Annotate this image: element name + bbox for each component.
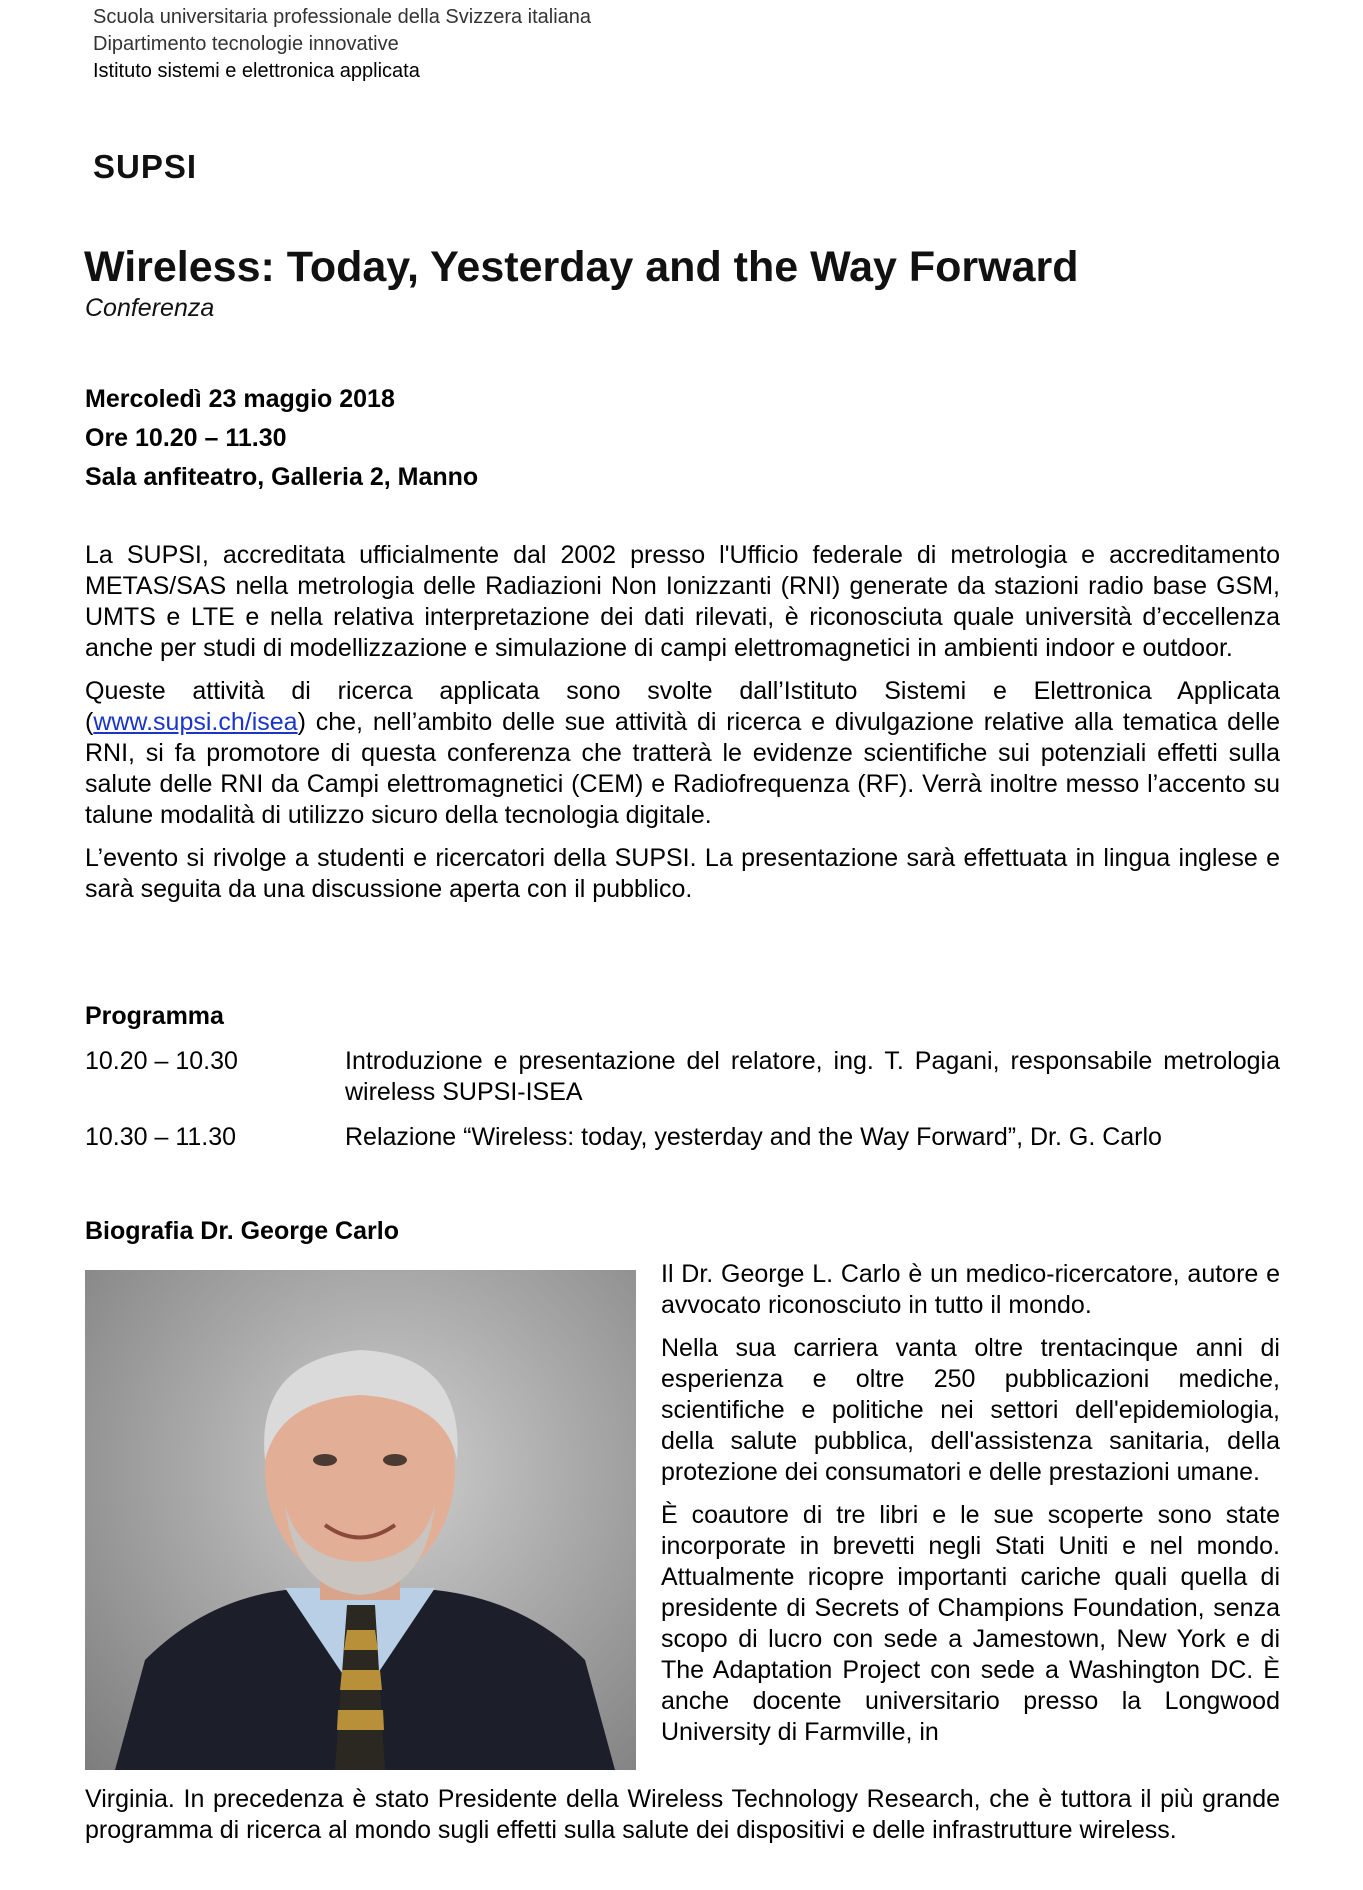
programma-title: Programma (85, 1002, 224, 1030)
programma-description: Relazione “Wireless: today, yesterday and the Way Forward”, Dr. G. Carlo (345, 1123, 1162, 1151)
intro-paragraph-2 (85, 676, 1280, 831)
biography-text (661, 1259, 1280, 1760)
intro-text (85, 540, 1280, 917)
biography-paragraph-1: Il Dr. George L. Carlo è un medico-ricercatore, autore e avvocato riconosciuto in tutto il mondo. (661, 1260, 1280, 1319)
intro-paragraph-2-start: Queste attività di ricerca applicata sono svolte dall’Istituto Sistemi e Elettronica Applicata ( (85, 677, 1280, 736)
header-school: Scuola universitaria professionale della Svizzera italiana (93, 6, 592, 28)
page-subtitle: Conferenza (85, 294, 215, 322)
speaker-photo (85, 1270, 636, 1770)
intro-paragraph-1: La SUPSI, accreditata ufficialmente dal 2002 presso l'Ufficio federale di metrologia e accreditamento METAS/SAS nella metrologia delle Radiazioni Non Ionizzanti (RNI) generate da stazioni radio base GSM, UMTS e LTE e nella relativa interpretazione dei dati rilevati, è riconosciuta quale università d’eccellenza anche per studi di modellizzazione e simulazione di campi elettromagnetici in ambienti indoor e outdoor. (85, 541, 1280, 662)
isea-link[interactable]: www.supsi.ch/isea (93, 708, 298, 736)
event-details (85, 380, 478, 497)
biography-paragraph-3-continued: Virginia. In precedenza è stato Presidente della Wireless Technology Research, che è tuttora il più grande programma di ricerca al mondo sugli effetti sulla salute dei dispositivi e delle infrastrutture wireless. (85, 1785, 1280, 1844)
biography-title: Biografia Dr. George Carlo (85, 1217, 399, 1245)
institution-header (93, 4, 591, 85)
event-date: Mercoledì 23 maggio 2018 (85, 385, 395, 413)
speaker-portrait-illustration (85, 1270, 636, 1770)
page-title: Wireless: Today, Yesterday and the Way Forward (84, 243, 1079, 291)
programma-time: 10.30 – 11.30 (85, 1123, 237, 1151)
biography-paragraph-2: Nella sua carriera vanta oltre trentacinque anni di esperienza e oltre 250 pubblicazioni mediche, scientifiche e politiche nei settori dell'epidemiologia, della salute pubblica, dell'assistenza sanitaria, della protezione dei consumatori e delle prestazioni umane. (661, 1334, 1280, 1486)
supsi-logo: SUPSI (93, 148, 198, 185)
header-department: Dipartimento tecnologie innovative (93, 33, 399, 55)
programma-description: Introduzione e presentazione del relatore, ing. T. Pagani, responsabile metrologia wireless SUPSI-ISEA (345, 1047, 1280, 1106)
header-institute: Istituto sistemi e elettronica applicata (93, 60, 420, 82)
event-time: Ore 10.20 – 11.30 (85, 424, 287, 452)
intro-paragraph-2-end: ) che, nell’ambito delle sue attività di ricerca e divulgazione relative alla tematica delle RNI, si fa promotore di questa conferenza che tratterà le evidenze scientifiche sui potenziali effetti sulla salute delle RNI da Campi elettromagnetici (CEM) e Radiofrequenza (RF). Verrà inoltre messo l’accento su talune modalità di utilizzo sicuro della tecnologia digitale. (85, 708, 1280, 829)
biography-paragraph-3: È coautore di tre libri e le sue scoperte sono state incorporate in brevetti negli Stati Uniti e nel mondo. Attualmente ricopre importanti cariche quali quella di presidente di Secrets of Champions Foundation, senza scopo di lucro con sede a Jamestown, New York e di The Adaptation Project con sede a Washington DC. È anche docente universitario presso la Longwood University di Farmville, in (661, 1501, 1280, 1746)
intro-paragraph-3: L’evento si rivolge a studenti e ricercatori della SUPSI. La presentazione sarà effettuata in lingua inglese e sarà seguita da una discussione aperta con il pubblico. (85, 844, 1280, 903)
programma-time: 10.20 – 10.30 (85, 1047, 238, 1075)
event-place: Sala anfiteatro, Galleria 2, Manno (85, 463, 479, 491)
